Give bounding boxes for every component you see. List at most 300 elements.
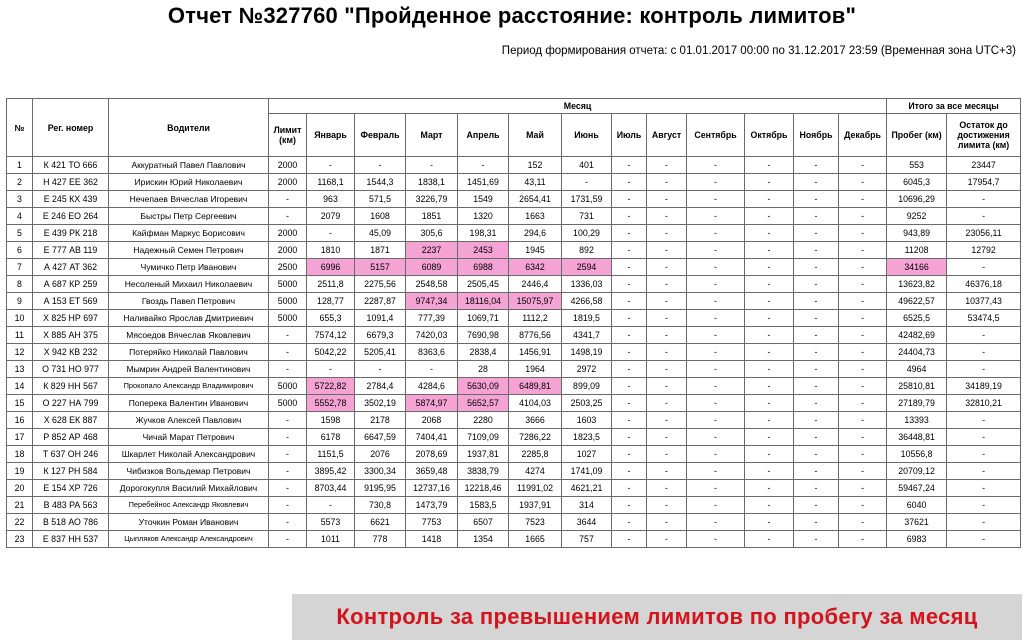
limit-cell: - [269, 327, 307, 344]
month-value: - [745, 191, 794, 208]
month-value: 1964 [509, 361, 562, 378]
month-value: 15075,97 [509, 293, 562, 310]
month-value: - [612, 259, 647, 276]
month-value: - [687, 361, 745, 378]
remaining-limit: - [947, 480, 1021, 497]
month-value: 1473,79 [406, 497, 458, 514]
month-value: - [687, 157, 745, 174]
month-value: - [794, 225, 839, 242]
limit-cell: - [269, 429, 307, 446]
driver-name: Чибизков Вольдемар Петрович [109, 463, 269, 480]
month-value: - [612, 378, 647, 395]
month-value: 128,77 [307, 293, 355, 310]
month-value: 401 [562, 157, 612, 174]
month-value: 2076 [355, 446, 406, 463]
month-value: - [839, 429, 887, 446]
month-value: - [794, 344, 839, 361]
month-value: 28 [458, 361, 509, 378]
month-value: 152 [509, 157, 562, 174]
month-value: 7574,12 [307, 327, 355, 344]
month-value: - [687, 259, 745, 276]
header-limit: Лимит (км) [269, 114, 307, 157]
month-value: 2505,45 [458, 276, 509, 293]
header-month: Декабрь [839, 114, 887, 157]
month-value: 1011 [307, 531, 355, 548]
month-value: - [839, 531, 887, 548]
limit-cell: - [269, 344, 307, 361]
month-value: 1665 [509, 531, 562, 548]
remaining-limit: - [947, 497, 1021, 514]
month-value: - [612, 480, 647, 497]
row-number: 6 [7, 242, 33, 259]
table-row [7, 463, 1021, 480]
month-value: - [794, 361, 839, 378]
month-value: 6621 [355, 514, 406, 531]
reg-number: Е 777 АВ 119 [33, 242, 109, 259]
month-value: - [612, 361, 647, 378]
month-value: 963 [307, 191, 355, 208]
table-row [7, 208, 1021, 225]
table-row [7, 480, 1021, 497]
mileage-total: 9252 [887, 208, 947, 225]
month-value: 8363,6 [406, 344, 458, 361]
month-value: 3226,79 [406, 191, 458, 208]
month-value: - [647, 412, 687, 429]
month-value: 3659,48 [406, 463, 458, 480]
remaining-limit: - [947, 463, 1021, 480]
limit-cell: - [269, 480, 307, 497]
row-number: 5 [7, 225, 33, 242]
month-value: 2503,25 [562, 395, 612, 412]
reg-number: А 687 КР 259 [33, 276, 109, 293]
month-value: 7286,22 [509, 429, 562, 446]
month-value: - [647, 225, 687, 242]
month-value: - [745, 378, 794, 395]
report-title: Отчет №327760 "Пройденное расстояние: контроль лимитов" [167, 3, 857, 28]
month-value: 1838,1 [406, 174, 458, 191]
month-value: 1608 [355, 208, 406, 225]
month-value: - [839, 344, 887, 361]
month-value: - [794, 174, 839, 191]
reg-number: О 227 НА 799 [33, 395, 109, 412]
month-value: 12737,16 [406, 480, 458, 497]
mileage-total: 4964 [887, 361, 947, 378]
month-value: 571,5 [355, 191, 406, 208]
month-value: 8776,56 [509, 327, 562, 344]
limit-cell: - [269, 463, 307, 480]
month-value: 314 [562, 497, 612, 514]
driver-name: Чичай Марат Петрович [109, 429, 269, 446]
month-value: - [745, 480, 794, 497]
month-value: - [647, 429, 687, 446]
month-value: - [647, 531, 687, 548]
row-number: 7 [7, 259, 33, 276]
month-value: - [794, 242, 839, 259]
month-value: - [612, 310, 647, 327]
month-value: - [612, 514, 647, 531]
table-row [7, 344, 1021, 361]
month-value: - [839, 412, 887, 429]
month-value: 3300,34 [355, 463, 406, 480]
month-value: - [612, 412, 647, 429]
month-value: 5652,57 [458, 395, 509, 412]
table-row [7, 378, 1021, 395]
month-value: - [745, 225, 794, 242]
month-value: - [745, 429, 794, 446]
month-value: - [647, 480, 687, 497]
month-value: - [745, 463, 794, 480]
month-value: 4284,6 [406, 378, 458, 395]
month-value: 9747,34 [406, 293, 458, 310]
row-number: 10 [7, 310, 33, 327]
row-number: 17 [7, 429, 33, 446]
driver-name: Надежный Семен Петрович [109, 242, 269, 259]
driver-name: Шкарлет Николай Александрович [109, 446, 269, 463]
mileage-total: 34166 [887, 259, 947, 276]
reg-number: Т 637 ОН 246 [33, 446, 109, 463]
month-value: 1549 [458, 191, 509, 208]
month-value: - [745, 412, 794, 429]
month-value: 2838,4 [458, 344, 509, 361]
month-value: - [687, 242, 745, 259]
month-value: 5157 [355, 259, 406, 276]
limit-cell: 5000 [269, 293, 307, 310]
month-value: 6647,59 [355, 429, 406, 446]
month-value: - [612, 191, 647, 208]
limit-cell: - [269, 514, 307, 531]
header-reg-number: Рег. номер [33, 99, 109, 157]
reg-number: Х 942 КВ 232 [33, 344, 109, 361]
mileage-total: 25810,81 [887, 378, 947, 395]
driver-name: Нечепаев Вячеслав Игоревич [109, 191, 269, 208]
month-value: - [794, 327, 839, 344]
month-value: 4266,58 [562, 293, 612, 310]
mileage-total: 59467,24 [887, 480, 947, 497]
month-value: 2079 [307, 208, 355, 225]
header-month: Октябрь [745, 114, 794, 157]
driver-name: Цыпляков Александр Александрович [109, 531, 269, 548]
month-value: 1663 [509, 208, 562, 225]
month-value: - [794, 157, 839, 174]
month-value: - [839, 310, 887, 327]
month-value: - [839, 361, 887, 378]
month-value: 198,31 [458, 225, 509, 242]
month-value: - [612, 429, 647, 446]
month-value: - [687, 174, 745, 191]
month-value: - [839, 174, 887, 191]
month-value: 6178 [307, 429, 355, 446]
month-value: 45,09 [355, 225, 406, 242]
month-value: 3502,19 [355, 395, 406, 412]
header-remaining: Остаток до достижения лимита (км) [947, 114, 1021, 157]
month-value: - [647, 361, 687, 378]
limit-cell: - [269, 208, 307, 225]
month-value: - [612, 497, 647, 514]
limit-control-banner: Контроль за превышением лимитов по пробегу за месяц [292, 594, 1022, 640]
month-value: - [839, 191, 887, 208]
mileage-total: 20709,12 [887, 463, 947, 480]
row-number: 18 [7, 446, 33, 463]
table-row [7, 497, 1021, 514]
table-row [7, 191, 1021, 208]
mileage-total: 6983 [887, 531, 947, 548]
month-value: - [612, 344, 647, 361]
header-num: № [7, 99, 33, 157]
row-number: 9 [7, 293, 33, 310]
month-value: 1456,91 [509, 344, 562, 361]
table-row [7, 157, 1021, 174]
month-value: 6489,81 [509, 378, 562, 395]
month-value: - [794, 378, 839, 395]
month-value: - [687, 497, 745, 514]
month-value: - [745, 259, 794, 276]
month-value: 1027 [562, 446, 612, 463]
mileage-total: 13623,82 [887, 276, 947, 293]
month-value: - [839, 463, 887, 480]
month-value: 2287,87 [355, 293, 406, 310]
driver-name: Мясоедов Вячеслав Яковлевич [109, 327, 269, 344]
month-value: - [839, 327, 887, 344]
driver-name: Мымрин Андрей Валентинович [109, 361, 269, 378]
month-value: 1418 [406, 531, 458, 548]
month-value: 655,3 [307, 310, 355, 327]
month-value: 3666 [509, 412, 562, 429]
month-value: - [745, 174, 794, 191]
driver-name: Чумичко Петр Иванович [109, 259, 269, 276]
month-value: - [687, 293, 745, 310]
month-value: 7404,41 [406, 429, 458, 446]
month-value: - [839, 293, 887, 310]
month-value: - [794, 191, 839, 208]
table-row [7, 395, 1021, 412]
month-value: 1810 [307, 242, 355, 259]
month-value: 294,6 [509, 225, 562, 242]
month-value: - [458, 157, 509, 174]
header-month: Март [406, 114, 458, 157]
report-period: Период формирования отчета: с 01.01.2017 00:00 по 31.12.2017 23:59 (Временная зона UTC+3) [501, 45, 1016, 57]
limit-cell: - [269, 412, 307, 429]
month-value: 7690,98 [458, 327, 509, 344]
month-value: - [794, 412, 839, 429]
reg-number: К 829 НН 567 [33, 378, 109, 395]
month-value: - [647, 191, 687, 208]
mileage-total: 36448,81 [887, 429, 947, 446]
month-value: - [647, 446, 687, 463]
remaining-limit: - [947, 327, 1021, 344]
month-value: - [794, 463, 839, 480]
remaining-limit: 17954,7 [947, 174, 1021, 191]
mileage-total: 6040 [887, 497, 947, 514]
month-value: 5630,09 [458, 378, 509, 395]
month-value: 1741,09 [562, 463, 612, 480]
row-number: 12 [7, 344, 33, 361]
month-value: - [745, 208, 794, 225]
report-table [6, 98, 1021, 548]
month-value: 1354 [458, 531, 509, 548]
month-value: - [612, 208, 647, 225]
table-row [7, 276, 1021, 293]
remaining-limit: 32810,21 [947, 395, 1021, 412]
month-value: - [745, 157, 794, 174]
month-value: - [647, 310, 687, 327]
month-value: 1851 [406, 208, 458, 225]
reg-number: Е 245 КХ 439 [33, 191, 109, 208]
month-value: 6988 [458, 259, 509, 276]
month-value: 2078,69 [406, 446, 458, 463]
month-value: - [745, 497, 794, 514]
month-value: 2453 [458, 242, 509, 259]
month-value: - [647, 327, 687, 344]
header-month-group: Месяц [269, 99, 887, 114]
reg-number: Н 427 ЕЕ 362 [33, 174, 109, 191]
table-row [7, 225, 1021, 242]
mileage-total: 27189,79 [887, 395, 947, 412]
header-drivers: Водители [109, 99, 269, 157]
month-value: 899,09 [562, 378, 612, 395]
month-value: - [794, 497, 839, 514]
month-value: 1498,19 [562, 344, 612, 361]
driver-name: Наливайко Ярослав Дмитриевич [109, 310, 269, 327]
month-value: 777,39 [406, 310, 458, 327]
month-value: - [794, 208, 839, 225]
month-value: 5573 [307, 514, 355, 531]
header-month: Январь [307, 114, 355, 157]
month-value: 757 [562, 531, 612, 548]
month-value: 1823,5 [562, 429, 612, 446]
month-value: 5205,41 [355, 344, 406, 361]
row-number: 19 [7, 463, 33, 480]
month-value: - [745, 361, 794, 378]
month-value: - [355, 361, 406, 378]
month-value: 1819,5 [562, 310, 612, 327]
month-value: - [839, 446, 887, 463]
remaining-limit: - [947, 344, 1021, 361]
month-value: - [839, 395, 887, 412]
month-value: - [687, 412, 745, 429]
mileage-total: 24404,73 [887, 344, 947, 361]
month-value: - [647, 514, 687, 531]
month-value: - [687, 208, 745, 225]
reg-number: Р 852 АР 468 [33, 429, 109, 446]
reg-number: Х 885 АН 375 [33, 327, 109, 344]
header-month: Август [647, 114, 687, 157]
month-value: - [687, 514, 745, 531]
mileage-total: 553 [887, 157, 947, 174]
table-row [7, 242, 1021, 259]
reg-number: К 421 ТО 666 [33, 157, 109, 174]
reg-number: Е 439 РК 218 [33, 225, 109, 242]
month-value: - [612, 157, 647, 174]
driver-name: Аккуратный Павел Павлович [109, 157, 269, 174]
month-value: - [307, 157, 355, 174]
month-value: 1583,5 [458, 497, 509, 514]
month-value: - [647, 157, 687, 174]
month-value: 778 [355, 531, 406, 548]
limit-cell: 2000 [269, 174, 307, 191]
month-value: - [839, 497, 887, 514]
header-month: Ноябрь [794, 114, 839, 157]
month-value: 1544,3 [355, 174, 406, 191]
limit-cell: - [269, 191, 307, 208]
row-number: 14 [7, 378, 33, 395]
month-value: - [794, 293, 839, 310]
month-value: - [647, 395, 687, 412]
month-value: - [687, 225, 745, 242]
remaining-limit: - [947, 191, 1021, 208]
month-value: 4104,03 [509, 395, 562, 412]
month-value: - [612, 531, 647, 548]
month-value: 1451,69 [458, 174, 509, 191]
month-value: - [647, 378, 687, 395]
month-value: - [745, 446, 794, 463]
month-value: - [745, 531, 794, 548]
reg-number: Е 246 ЕО 264 [33, 208, 109, 225]
month-value: - [839, 378, 887, 395]
mileage-total: 943,89 [887, 225, 947, 242]
limit-cell: 5000 [269, 310, 307, 327]
reg-number: Х 628 ЕК 887 [33, 412, 109, 429]
table-row [7, 361, 1021, 378]
month-value: - [794, 395, 839, 412]
remaining-limit: - [947, 361, 1021, 378]
month-value: - [647, 344, 687, 361]
month-value: 2594 [562, 259, 612, 276]
month-value: - [687, 191, 745, 208]
month-value: - [687, 531, 745, 548]
header-month: Июль [612, 114, 647, 157]
month-value: 2237 [406, 242, 458, 259]
month-value: 2654,41 [509, 191, 562, 208]
limit-cell: 2500 [269, 259, 307, 276]
month-value: 1320 [458, 208, 509, 225]
driver-name: Несоленый Михаил Николаевич [109, 276, 269, 293]
month-value: - [612, 395, 647, 412]
month-value: 12218,46 [458, 480, 509, 497]
mileage-total: 6045,3 [887, 174, 947, 191]
row-number: 21 [7, 497, 33, 514]
remaining-limit: - [947, 208, 1021, 225]
month-value: - [612, 242, 647, 259]
month-value: 6342 [509, 259, 562, 276]
header-total-group: Итого за все месяцы [887, 99, 1021, 114]
table-row [7, 446, 1021, 463]
month-value: - [794, 480, 839, 497]
row-number: 16 [7, 412, 33, 429]
remaining-limit: - [947, 412, 1021, 429]
driver-name: Жучков Алексей Павлович [109, 412, 269, 429]
header-month: Апрель [458, 114, 509, 157]
reg-number: О 731 НО 977 [33, 361, 109, 378]
month-value: - [794, 310, 839, 327]
month-value: 1731,59 [562, 191, 612, 208]
month-value: - [794, 531, 839, 548]
row-number: 8 [7, 276, 33, 293]
header-mileage: Пробег (км) [887, 114, 947, 157]
month-value: 8703,44 [307, 480, 355, 497]
month-value: 1937,91 [509, 497, 562, 514]
table-row [7, 429, 1021, 446]
driver-name: Поперека Валентин Иванович [109, 395, 269, 412]
remaining-limit: 23056,11 [947, 225, 1021, 242]
month-value: - [794, 514, 839, 531]
row-number: 2 [7, 174, 33, 191]
month-value: 2511,8 [307, 276, 355, 293]
row-number: 23 [7, 531, 33, 548]
month-value: - [839, 514, 887, 531]
month-value: 1091,4 [355, 310, 406, 327]
mileage-total: 6525,5 [887, 310, 947, 327]
month-value: 11991,02 [509, 480, 562, 497]
